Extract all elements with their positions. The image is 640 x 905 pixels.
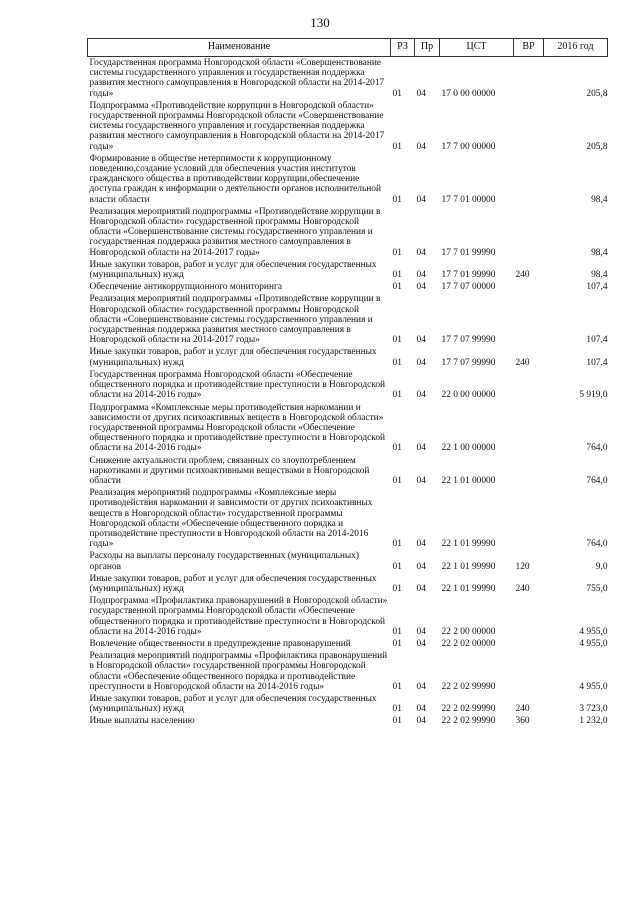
table-row [88,259,608,281]
row-rz: 01 [392,583,402,594]
row-amount: 98,4 [591,194,608,205]
row-pr: 04 [416,390,426,401]
row-pr: 04 [416,704,426,715]
row-cst: 17 7 07 99990 [441,357,496,368]
row-amount: 98,4 [591,247,608,258]
row-cst: 22 2 02 99990 [441,704,496,715]
row-pr: 04 [416,561,426,572]
row-name: Иные выплаты населению [89,716,195,727]
row-pr: 04 [416,583,426,594]
row-rz: 01 [392,247,402,258]
row-vr [514,57,544,100]
row-pr: 04 [416,475,426,486]
table-row [88,57,608,100]
table-row [88,487,608,550]
table-row [88,455,608,488]
row-pr: 04 [416,638,426,649]
row-vr [514,153,544,206]
row-name: Снижение актуальности проблем, связанных со злоупотреблением наркотиками и другими психоактивными веществами в Новгородской области [89,455,370,486]
table-row [88,346,608,368]
row-rz: 01 [392,194,402,205]
row-pr: 04 [416,681,426,692]
row-rz: 01 [392,626,402,637]
row-vr [514,487,544,550]
row-vr [514,402,544,455]
header-year: 2016 год [544,39,608,57]
row-cst: 17 7 07 99990 [441,335,496,346]
row-cst: 22 0 00 00000 [441,390,496,401]
row-amount: 3 723,0 [579,704,608,715]
row-name: Иные закупки товаров, работ и услуг для обеспечения государственных (муниципальных) нужд [89,693,377,715]
row-vr [514,455,544,488]
row-pr: 04 [416,141,426,152]
row-rz: 01 [392,539,402,550]
header-vr: ВР [514,39,544,57]
row-rz: 01 [392,716,402,727]
row-pr: 04 [416,539,426,550]
table-row [88,573,608,595]
row-amount: 205,8 [586,88,608,99]
row-cst: 22 2 00 00000 [441,626,496,637]
row-amount: 764,0 [586,539,608,550]
row-cst: 22 1 01 00000 [441,475,496,486]
row-amount: 764,0 [586,475,608,486]
header-pr: Пр [415,39,440,57]
row-name: Государственная программа Новгородской области «Совершенствование системы государственного управления и государственная поддержка развития местного самоуправления в Новгородской области на 2014-2017 годы» [89,58,385,99]
table-row [88,206,608,259]
row-cst: 22 1 00 00000 [441,443,496,454]
row-pr: 04 [416,270,426,281]
row-cst: 22 1 01 99990 [441,583,496,594]
row-amount: 107,4 [586,282,608,293]
row-amount: 107,4 [586,335,608,346]
row-rz: 01 [392,681,402,692]
row-amount: 98,4 [591,270,608,281]
row-amount: 4 955,0 [579,626,608,637]
table-body [88,57,608,728]
table-row [88,369,608,402]
row-cst: 22 2 02 99990 [441,716,496,727]
row-name: Иные закупки товаров, работ и услуг для обеспечения государственных (муниципальных) нужд [89,347,377,368]
table-row [88,100,608,153]
table-row [88,281,608,293]
row-pr: 04 [416,443,426,454]
row-cst: 22 2 02 99990 [441,681,496,692]
row-name: Обеспечение антикоррупционного мониторинга [89,282,282,293]
row-vr [514,100,544,153]
row-vr: 240 [515,270,530,281]
page-number: 130 [310,15,330,30]
table-row [88,650,608,693]
row-pr: 04 [416,716,426,727]
row-vr: 240 [515,357,530,368]
row-rz: 01 [392,141,402,152]
header-cst: ЦСТ [440,39,514,57]
row-rz: 01 [392,357,402,368]
row-rz: 01 [392,390,402,401]
row-vr [514,293,544,346]
row-vr [514,595,544,638]
row-amount: 205,8 [586,141,608,152]
row-name: Вовлечение общественности в предупреждение правонарушений [89,638,351,649]
row-vr: 360 [515,716,530,727]
row-name: Подпрограмма «Противодействие коррупции в Новгородской области» государственной программы Новгородской области «Совершенствование системы государственного управления и государственная поддержка развития местного самоуправления в Новгородской области на 2014-2017 годы» [89,100,385,152]
row-cst: 17 7 01 99990 [441,247,496,258]
row-rz: 01 [392,282,402,293]
row-cst: 22 1 01 99990 [441,539,496,550]
row-cst: 17 7 01 99990 [441,270,496,281]
row-vr [514,638,544,650]
row-amount: 755,0 [586,583,608,594]
row-pr: 04 [416,626,426,637]
row-name: Иные закупки товаров, работ и услуг для обеспечения государственных (муниципальных) нужд [89,573,377,594]
row-cst: 17 0 00 00000 [441,88,496,99]
row-amount: 1 232,0 [579,716,608,727]
row-vr [514,369,544,402]
row-vr: 240 [515,704,530,715]
row-pr: 04 [416,357,426,368]
row-amount: 9,0 [595,561,608,572]
row-pr: 04 [416,88,426,99]
table-row [88,595,608,638]
row-name: Реализация мероприятий подпрограммы «Профилактика правонарушений в Новгородской области» государственной программы Новгородской области «Обеспечение общественного порядка и противодействие преступности в Новгородской области на 2014-2016 годы» [89,651,388,692]
row-cst: 22 2 02 00000 [441,638,496,649]
row-rz: 01 [392,561,402,572]
row-name: Государственная программа Новгородской области «Обеспечение общественного порядка и противодействие преступности в Новгородской области на 2014-2016 годы» [89,369,386,401]
row-vr [514,206,544,259]
row-amount: 4 955,0 [579,638,608,649]
table-row [88,550,608,572]
row-amount: 5 919,0 [579,390,608,401]
row-amount: 4 955,0 [579,681,608,692]
header-rz: РЗ [391,39,415,57]
row-name: Расходы на выплаты персоналу государственных (муниципальных) органов [89,551,359,572]
row-amount: 764,0 [586,443,608,454]
row-name: Формирование в обществе нетерпимости к коррупционному поведению,создание условий для обеспечения участия институтов гражданского общества в противодействии коррупции,обеспечение доступа граждан к информации о деятельности органов исполнительной власти области [89,153,381,205]
table-row [88,402,608,455]
row-rz: 01 [392,638,402,649]
row-name: Подпрограмма «Комплексные меры противодействия наркомании и зависимости от других психоактивных веществ в Новгородской области» государственной программы Новгородской области «Обеспечение общественного порядка и противодействие преступности в Новгородской области на 2014-2016 годы» [89,402,386,454]
table-row [88,153,608,206]
table-row [88,693,608,715]
row-rz: 01 [392,270,402,281]
row-amount: 107,4 [586,357,608,368]
row-name: Реализация мероприятий подпрограммы «Комплексные меры противодействия наркомании и зависимости от других психоактивных веществ в Новгородской области» государственной программы Новгородской области «Обеспечение общественного порядка и противодействие преступности в Новгородской области на 2014-2016 годы» [89,488,373,550]
row-name: Иные закупки товаров, работ и услуг для обеспечения государственных (муниципальных) нужд [89,259,377,281]
table-header-row [88,39,608,57]
row-cst: 22 1 01 99990 [441,561,496,572]
row-vr [514,650,544,693]
row-rz: 01 [392,88,402,99]
table-row [88,715,608,727]
row-rz: 01 [392,443,402,454]
row-vr [514,281,544,293]
row-name: Реализация мероприятий подпрограммы «Противодействие коррупции в Новгородской области» государственной программы Новгородской области «Совершенствование системы государственного управления и государственная поддержка развития местного самоуправления в Новгородской области на 2014-2017 годы» [89,294,381,346]
row-cst: 17 7 07 00000 [441,282,496,293]
row-pr: 04 [416,194,426,205]
row-pr: 04 [416,247,426,258]
budget-table [87,38,608,728]
row-name: Реализация мероприятий подпрограммы «Противодействие коррупции в Новгородской области» государственной программы Новгородской области «Совершенствование системы государственного управления и государственная поддержка развития местного самоуправления в Новгородской области на 2014-2017 годы» [89,206,381,258]
header-name: Наименование [88,39,391,57]
row-pr: 04 [416,335,426,346]
row-name: Подпрограмма «Профилактика правонарушений в Новгородской области» государственной программы Новгородской области «Обеспечение общественного порядка и противодействие преступности в Новгородской области на 2014-2016 годы» [89,596,388,637]
row-vr: 120 [515,561,530,572]
row-rz: 01 [392,704,402,715]
table-row [88,293,608,346]
row-cst: 17 7 00 00000 [441,141,496,152]
table-row [88,638,608,650]
row-rz: 01 [392,475,402,486]
row-rz: 01 [392,335,402,346]
row-vr: 240 [515,583,530,594]
row-pr: 04 [416,282,426,293]
row-cst: 17 7 01 00000 [441,194,496,205]
